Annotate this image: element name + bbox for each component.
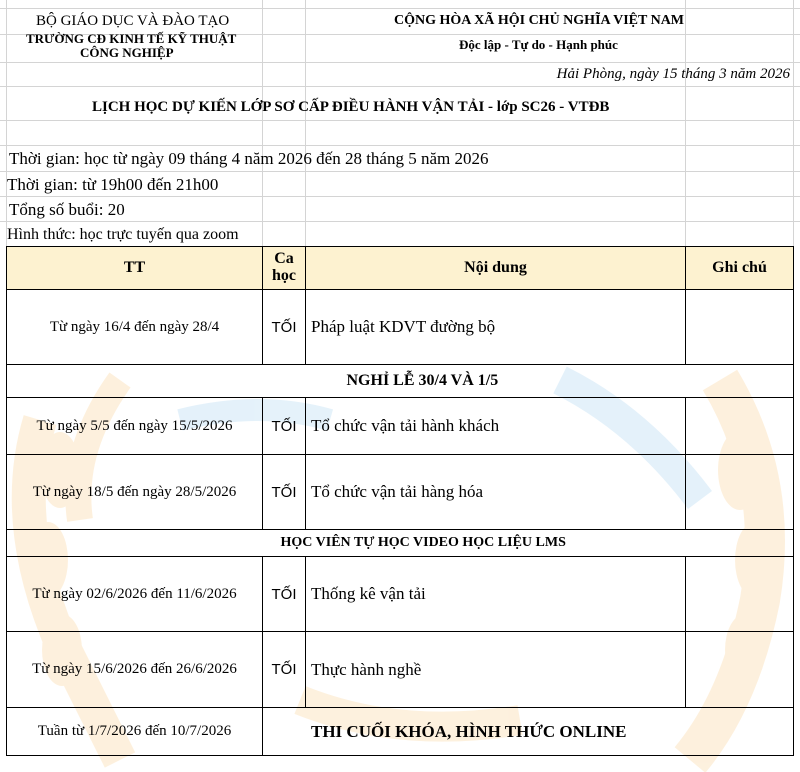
row-content: Tổ chức vận tải hành khách	[306, 398, 686, 455]
header-ca	[263, 247, 306, 290]
document-title: LỊCH HỌC DỰ KIẾN LỚP SƠ CẤP ĐIỀU HÀNH VẬN TẢI - lớp SC26 - VTĐB	[92, 99, 610, 115]
row-content: Thống kê vận tải	[306, 557, 686, 632]
session-count: Tổng số buổi: 20	[9, 200, 125, 219]
final-exam-banner: THI CUỐI KHÓA, HÌNH THỨC ONLINE	[263, 708, 794, 756]
row-date: Từ ngày 16/4 đến ngày 28/4	[7, 290, 263, 365]
row-note	[686, 398, 794, 455]
row-date: Từ ngày 15/6/2026 đến 26/6/2026	[7, 632, 263, 708]
header-note: Ghi chú	[686, 247, 794, 290]
self-study-banner: HỌC VIÊN TỰ HỌC VIDEO HỌC LIỆU LMS	[263, 530, 794, 557]
row-content: Thực hành nghề	[306, 632, 686, 708]
row-session: TỐI	[263, 290, 306, 365]
study-hours: Thời gian: từ 19h00 đến 21h00	[7, 175, 219, 194]
header-content: Nội dung	[306, 247, 686, 290]
table-row	[7, 557, 794, 632]
header-ca-line1: Ca	[274, 250, 294, 268]
table-row-banner	[7, 365, 794, 398]
school-name-line2: CÔNG NGHIỆP	[80, 45, 174, 60]
national-motto: Độc lập - Tự do - Hạnh phúc	[459, 37, 618, 52]
place-date: Hải Phòng, ngày 15 tháng 3 năm 2026	[556, 66, 790, 82]
holiday-banner: NGHỈ LỄ 30/4 VÀ 1/5	[263, 365, 794, 398]
ministry-name: BỘ GIÁO DỤC VÀ ĐÀO TẠO	[36, 13, 230, 29]
row-session: TỐI	[263, 455, 306, 530]
table-row	[7, 455, 794, 530]
table-row	[7, 398, 794, 455]
row-note	[686, 632, 794, 708]
row-note	[686, 557, 794, 632]
study-period: Thời gian: học từ ngày 09 tháng 4 năm 2026 đến 28 tháng 5 năm 2026	[9, 149, 489, 168]
study-format: Hình thức: học trực tuyến qua zoom	[7, 226, 239, 243]
table-row	[7, 290, 794, 365]
row-note	[686, 290, 794, 365]
republic-name: CỘNG HÒA XÃ HỘI CHỦ NGHĨA VIỆT NAM	[394, 13, 685, 28]
header-ca-line2: học	[272, 267, 296, 284]
row-date: Tuần từ 1/7/2026 đến 10/7/2026	[7, 708, 263, 756]
table-header-row	[7, 247, 794, 290]
banner-spacer	[7, 530, 263, 557]
row-date: Từ ngày 02/6/2026 đến 11/6/2026	[7, 557, 263, 632]
banner-spacer	[7, 365, 263, 398]
row-note	[686, 455, 794, 530]
row-date: Từ ngày 18/5 đến ngày 28/5/2026	[7, 455, 263, 530]
school-name-line1: TRƯỜNG CĐ KINH TẾ KỸ THUẬT	[26, 31, 237, 46]
row-session: TỐI	[263, 398, 306, 455]
row-content: Tổ chức vận tải hàng hóa	[306, 455, 686, 530]
row-date: Từ ngày 5/5 đến ngày 15/5/2026	[7, 398, 263, 455]
table-row	[7, 632, 794, 708]
row-session: TỐI	[263, 557, 306, 632]
row-session: TỐI	[263, 632, 306, 708]
row-content: Pháp luật KDVT đường bộ	[306, 290, 686, 365]
header-tt: TT	[7, 247, 263, 290]
table-row	[7, 708, 794, 756]
schedule-table	[6, 246, 794, 756]
table-row-banner	[7, 530, 794, 557]
